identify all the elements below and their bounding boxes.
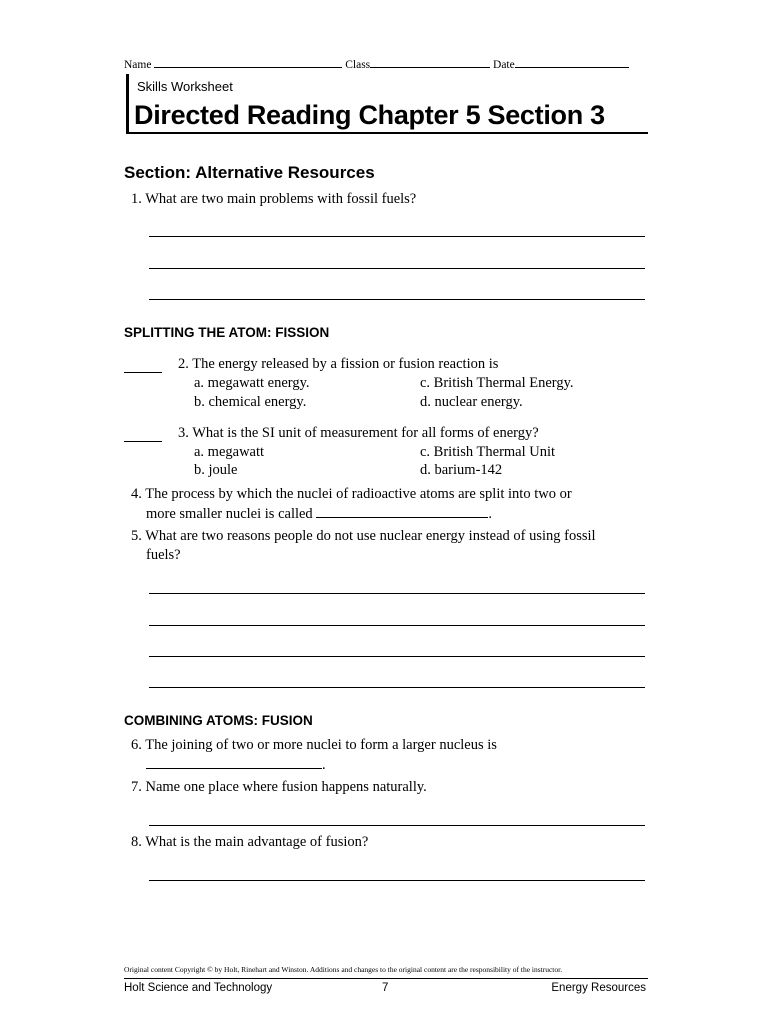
question-4-line-2 [146,505,492,523]
q2-option-a: a. megawatt energy. [194,375,310,391]
answer-line-q1-1[interactable] [149,236,645,237]
question-5-line-1: 5. What are two reasons people do not use nuclear energy instead of using fossil [131,528,596,544]
answer-blank-q6[interactable] [146,756,322,769]
name-label: Name [124,59,152,71]
q3-option-c: c. British Thermal Unit [420,444,556,460]
q2-option-d: d. nuclear energy. [420,394,523,410]
title-bar [126,74,129,134]
question-1: 1. What are two main problems with fossil fuels? [131,191,417,207]
date-label: Date [493,59,515,71]
name-field[interactable] [154,55,342,68]
fission-heading: SPLITTING THE ATOM: FISSION [124,325,330,340]
footer-right: Energy Resources [551,982,646,994]
class-label: Class [345,59,371,71]
question-3: 3. What is the SI unit of measurement for all forms of energy? [178,425,539,441]
answer-line-q5-1[interactable] [149,593,645,594]
answer-line-q7[interactable] [149,825,645,826]
q2-option-b: b. chemical energy. [194,394,307,410]
answer-blank-q3[interactable] [124,429,162,442]
footer-rule [124,978,648,979]
q3-option-a: a. megawatt [194,444,265,460]
question-8: 8. What is the main advantage of fusion? [131,834,369,850]
question-7: 7. Name one place where fusion happens naturally. [131,779,427,795]
page-number: 7 [382,982,389,994]
q3-option-b: b. joule [194,462,238,478]
copyright-notice: Original content Copyright © by Holt, Rinehart and Winston. Additions and changes to the original content are the responsibility of the instructor. [124,965,563,974]
answer-line-q5-2[interactable] [149,625,645,626]
answer-blank-q4[interactable] [316,505,488,518]
fusion-heading: COMBINING ATOMS: FUSION [124,713,313,728]
q2-option-c: c. British Thermal Energy. [420,375,574,391]
answer-line-q8[interactable] [149,880,645,881]
question-2: 2. The energy released by a fission or fusion reaction is [178,356,499,372]
answer-line-q5-3[interactable] [149,656,645,657]
footer-left: Holt Science and Technology [124,982,273,994]
answer-line-q1-2[interactable] [149,268,645,269]
class-field[interactable] [370,55,490,68]
answer-blank-q2[interactable] [124,360,162,373]
worksheet-type: Skills Worksheet [137,79,233,94]
question-4-text: more smaller nuclei is called [146,506,313,522]
title-rule [126,132,648,134]
question-4-line-1: 4. The process by which the nuclei of radioactive atoms are split into two or [131,486,572,502]
q3-option-d: d. barium-142 [420,462,503,478]
answer-line-q1-3[interactable] [149,299,645,300]
question-6-period: . [322,757,326,773]
date-field[interactable] [515,55,629,68]
page-title: Directed Reading Chapter 5 Section 3 [134,100,605,130]
question-6-line-1: 6. The joining of two or more nuclei to form a larger nucleus is [131,737,497,753]
header-line [124,55,629,71]
section-title: Section: Alternative Resources [124,163,375,182]
question-6-line-2 [146,756,326,774]
question-5-line-2: fuels? [146,547,181,563]
question-4-period: . [488,506,492,522]
answer-line-q5-4[interactable] [149,687,645,688]
